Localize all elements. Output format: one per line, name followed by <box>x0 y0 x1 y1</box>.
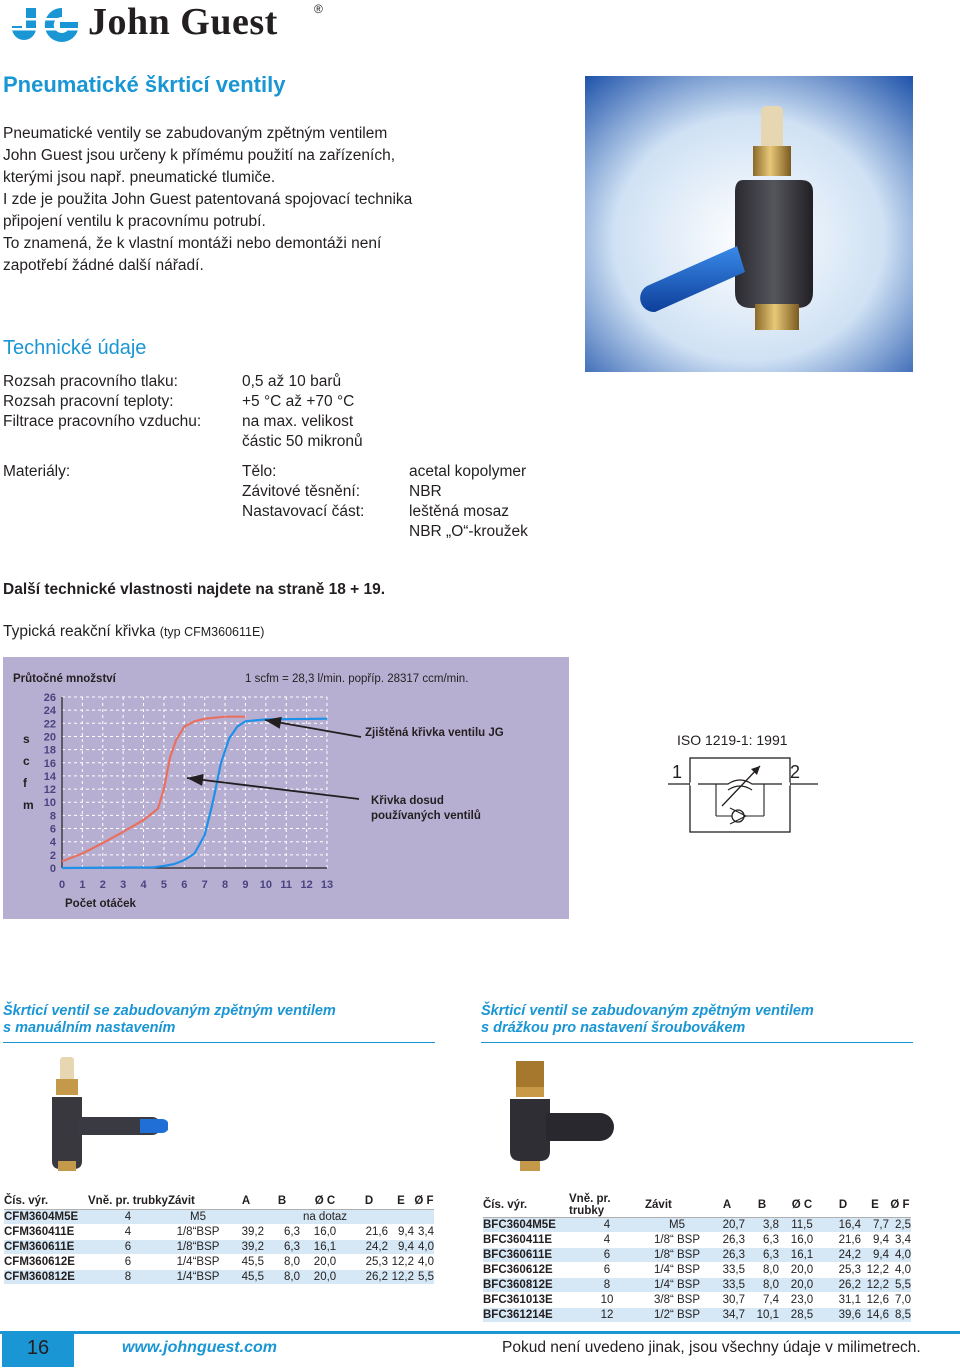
table-cell: 25,3 <box>350 1255 388 1270</box>
table-cell: 28,5 <box>779 1308 825 1323</box>
units-footnote: Pokud není uvedeno jinak, jsou všechny údaje v milimetrech. <box>502 1339 921 1356</box>
material-part: Tělo: <box>242 463 277 480</box>
table-cell: 10 <box>569 1293 645 1308</box>
table-cell: 7,4 <box>745 1293 779 1308</box>
table-cell: 16,0 <box>779 1233 825 1248</box>
y-tick-label: 12 <box>43 784 56 797</box>
iso-label: ISO 1219-1: 1991 <box>677 732 788 748</box>
table-cell: 6,3 <box>745 1233 779 1248</box>
part-number-cell: CFM360411E <box>4 1225 88 1240</box>
x-tick-label: 10 <box>259 879 272 891</box>
table-cell: 5,5 <box>414 1270 434 1285</box>
table-row <box>4 1255 434 1270</box>
y-tick-label: 18 <box>43 744 56 757</box>
table-cell: 11,5 <box>779 1218 825 1233</box>
table-cell <box>264 1210 300 1225</box>
column-header: Ø C <box>779 1193 825 1218</box>
table-header-row <box>483 1193 911 1218</box>
table-cell: 14,6 <box>861 1308 889 1323</box>
column-header: Ø F <box>889 1193 911 1218</box>
table-cell: 16,1 <box>779 1248 825 1263</box>
table-cell: 6 <box>88 1255 168 1270</box>
table-cell: 39,2 <box>228 1225 264 1240</box>
table-cell: 1/8“BSP <box>168 1225 228 1240</box>
table-cell: 21,6 <box>825 1233 861 1248</box>
column-header: B <box>264 1193 300 1210</box>
table-row <box>4 1270 434 1285</box>
intro-line: To znamená, že k vlastní montáži nebo demontáži není <box>3 235 382 252</box>
product-photo-manual <box>48 1055 168 1173</box>
part-number-cell: CFM360611E <box>4 1240 88 1255</box>
section-heading-line: s manuálním nastavením <box>3 1020 176 1036</box>
table-cell <box>414 1210 434 1225</box>
column-header: Závit <box>645 1193 709 1218</box>
table-cell: 26,3 <box>709 1233 745 1248</box>
curve-heading-type: (typ CFM360611E) <box>159 625 265 639</box>
table-cell: 24,2 <box>825 1248 861 1263</box>
y-tick-label: 14 <box>43 770 56 783</box>
table-cell: 4,0 <box>889 1248 911 1263</box>
table-row <box>483 1308 911 1323</box>
table-cell: 45,5 <box>228 1255 264 1270</box>
table-cell: 6,3 <box>745 1248 779 1263</box>
table-cell: 9,4 <box>861 1233 889 1248</box>
page-title: Pneumatické škrticí ventily <box>3 72 286 97</box>
table-cell: 21,6 <box>350 1225 388 1240</box>
table-row <box>483 1263 911 1278</box>
table-cell: 20,7 <box>709 1218 745 1233</box>
table-cell: 6 <box>569 1248 645 1263</box>
table-cell: 8,0 <box>264 1270 300 1285</box>
table-cell: 12,6 <box>861 1293 889 1308</box>
tech-heading: Technické údaje <box>3 337 147 359</box>
part-number-cell: BFC3604M5E <box>483 1218 569 1233</box>
table-row <box>483 1293 911 1308</box>
column-header: E <box>861 1193 889 1218</box>
spec-row <box>3 373 563 393</box>
column-header: D <box>350 1193 388 1210</box>
product-table-manual <box>4 1193 434 1285</box>
table-row <box>483 1233 911 1248</box>
table-cell: 33,5 <box>709 1263 745 1278</box>
annotation-jg-curve: Zjištěná křivka ventilu JG <box>365 727 504 739</box>
iso-port-in: 1 <box>672 762 683 782</box>
part-number-cell: BFC360611E <box>483 1248 569 1263</box>
table-cell: 1/2“ BSP <box>645 1308 709 1323</box>
x-tick-label: 8 <box>222 879 229 891</box>
table-cell: 20,0 <box>779 1263 825 1278</box>
page-number: 16 <box>26 1337 50 1359</box>
x-tick-label: 9 <box>242 879 249 891</box>
x-tick-label: 1 <box>79 879 86 891</box>
iso-symbol <box>668 730 818 840</box>
y-unit-letter: m <box>23 798 34 812</box>
column-header: A <box>709 1193 745 1218</box>
intro-line: I zde je použita John Guest patentovaná spojovací technika <box>3 191 413 208</box>
chart-svg <box>3 657 569 919</box>
annotation-old-curve-line1: Křivka dosud <box>371 795 444 807</box>
table-cell: 6,3 <box>264 1240 300 1255</box>
brand-logo <box>4 2 334 46</box>
table-cell: 9,4 <box>388 1225 414 1240</box>
spec-row <box>3 413 563 433</box>
table-cell: 3,8 <box>745 1218 779 1233</box>
y-tick-label: 26 <box>43 692 56 704</box>
table-cell: 4 <box>569 1218 645 1233</box>
x-tick-label: 6 <box>181 879 188 891</box>
x-tick-label: 3 <box>120 879 127 891</box>
part-number-cell: CFM360812E <box>4 1270 88 1285</box>
table-cell: 8,0 <box>264 1255 300 1270</box>
annotation-arrow-old <box>187 778 359 799</box>
table-row <box>483 1218 911 1233</box>
part-number-cell: CFM360612E <box>4 1255 88 1270</box>
intro-line: kterými jsou např. pneumatické tlumiče. <box>3 169 276 186</box>
table-cell: 26,3 <box>709 1248 745 1263</box>
section-heading-line: Škrticí ventil se zabudovaným zpětným ventilem <box>3 1003 336 1019</box>
table-cell: 12,2 <box>388 1255 414 1270</box>
table-cell: 16,4 <box>825 1218 861 1233</box>
table-cell: 8,5 <box>889 1308 911 1323</box>
table-cell: M5 <box>645 1218 709 1233</box>
column-header: Závit <box>168 1193 228 1210</box>
curve-heading <box>3 623 264 641</box>
intro-line: John Guest jsou určeny k přímému použití na zařízeních, <box>3 147 395 164</box>
y-axis-label: Průtočné množství <box>13 673 116 685</box>
part-number-cell: BFC360411E <box>483 1233 569 1248</box>
table-cell: 4,0 <box>889 1263 911 1278</box>
product-photo-screwdriver <box>508 1057 618 1173</box>
spec-value: 0,5 až 10 barů <box>242 373 342 390</box>
table-cell: 39,6 <box>825 1308 861 1323</box>
table-cell: M5 <box>168 1210 228 1225</box>
y-unit-letter: c <box>23 754 30 768</box>
column-header: E <box>388 1193 414 1210</box>
table-cell: 2,5 <box>889 1218 911 1233</box>
y-tick-label: 6 <box>49 823 56 836</box>
column-header: B <box>745 1193 779 1218</box>
intro-line: Pneumatické ventily se zabudovaným zpětným ventilem <box>3 125 388 142</box>
table-cell: 10,1 <box>745 1308 779 1323</box>
table-cell: 8 <box>569 1278 645 1293</box>
column-header: Čís. výr. <box>4 1193 88 1210</box>
table-cell: 4 <box>88 1210 168 1225</box>
annotation-old-curve-line2: používaných ventilů <box>371 810 481 822</box>
x-tick-label: 7 <box>201 879 208 891</box>
column-header: Vně. pr. trubky <box>569 1193 645 1218</box>
table-cell: 3,4 <box>414 1225 434 1240</box>
table-cell <box>350 1210 388 1225</box>
spec-row <box>3 393 563 413</box>
table-cell: 31,1 <box>825 1293 861 1308</box>
table-cell: 16,1 <box>300 1240 350 1255</box>
part-number-cell: BFC361214E <box>483 1308 569 1323</box>
chart-note: 1 scfm = 28,3 l/min. popříp. 28317 ccm/min. <box>245 673 469 685</box>
table-cell: na dotaz <box>300 1210 350 1225</box>
column-header: Vně. pr. trubky <box>88 1193 168 1210</box>
x-axis-label: Počet otáček <box>65 898 136 910</box>
response-curve-chart <box>3 657 569 919</box>
part-number-cell: BFC360612E <box>483 1263 569 1278</box>
table-cell: 16,0 <box>300 1225 350 1240</box>
table-cell: 1/4“BSP <box>168 1255 228 1270</box>
table-cell: 45,5 <box>228 1270 264 1285</box>
table-cell: 6 <box>88 1240 168 1255</box>
material-value: NBR <box>409 483 442 500</box>
table-cell: 1/8“BSP <box>168 1240 228 1255</box>
table-cell: 26,2 <box>350 1270 388 1285</box>
table-cell <box>228 1210 264 1225</box>
table-cell: 20,0 <box>300 1255 350 1270</box>
table-cell: 3/8“ BSP <box>645 1293 709 1308</box>
spec-value: +5 °C až +70 °C <box>242 393 355 410</box>
table-cell: 7,0 <box>889 1293 911 1308</box>
footer-rule <box>0 1331 960 1334</box>
material-value: leštěná mosaz <box>409 503 509 520</box>
table-cell: 12 <box>569 1308 645 1323</box>
table-cell: 12,2 <box>861 1263 889 1278</box>
x-tick-label: 12 <box>300 879 313 891</box>
table-cell: 4,0 <box>414 1240 434 1255</box>
column-header: Ø C <box>300 1193 350 1210</box>
table-row <box>4 1240 434 1255</box>
y-tick-label: 10 <box>43 797 56 810</box>
more-info-note: Další technické vlastnosti najdete na straně 18 + 19. <box>3 581 386 598</box>
section-heading-line: Škrticí ventil se zabudovaným zpětným ventilem <box>481 1003 814 1019</box>
table-cell: 34,7 <box>709 1308 745 1323</box>
material-value: acetal kopolymer <box>409 463 527 480</box>
table-cell: 1/4“ BSP <box>645 1263 709 1278</box>
table-row <box>483 1248 911 1263</box>
table-cell: 7,7 <box>861 1218 889 1233</box>
jg-logo-mark <box>4 2 80 46</box>
y-tick-label: 0 <box>49 863 56 875</box>
spec-label: Rozsah pracovní teploty: <box>3 393 174 410</box>
table-cell: 4 <box>569 1233 645 1248</box>
column-header: D <box>825 1193 861 1218</box>
materials-list <box>3 463 583 543</box>
materials-label: Materiály: <box>3 463 71 480</box>
table-cell: 9,4 <box>861 1248 889 1263</box>
material-row <box>3 463 583 483</box>
spec-value: na max. velikost <box>242 413 354 430</box>
material-part: Nastavovací část: <box>242 503 365 520</box>
x-tick-label: 5 <box>160 879 167 891</box>
curve-heading-main: Typická reakční křivka <box>3 623 156 640</box>
material-row <box>3 523 583 543</box>
column-header: Ø F <box>414 1193 434 1210</box>
y-tick-label: 8 <box>49 810 56 823</box>
intro-line: připojení ventilu k pracovnímu potrubí. <box>3 213 266 230</box>
x-tick-label: 11 <box>280 879 293 891</box>
column-header: Čís. výr. <box>483 1193 569 1218</box>
table-cell: 1/8“ BSP <box>645 1248 709 1263</box>
y-tick-label: 24 <box>43 705 56 718</box>
table-cell: 5,5 <box>889 1278 911 1293</box>
table-cell: 12,2 <box>861 1278 889 1293</box>
spec-row <box>3 433 563 453</box>
brand-name: John Guest <box>88 1 278 43</box>
spec-label: Rozsah pracovního tlaku: <box>3 373 178 390</box>
table-cell: 39,2 <box>228 1240 264 1255</box>
table-cell: 20,0 <box>300 1270 350 1285</box>
iso-port-out: 2 <box>790 762 801 782</box>
x-tick-label: 13 <box>320 879 334 891</box>
spec-label: Filtrace pracovního vzduchu: <box>3 413 202 430</box>
website-link[interactable]: www.johnguest.com <box>122 1339 277 1356</box>
intro-text <box>3 123 473 277</box>
series-line-1 <box>62 719 327 868</box>
table-cell: 23,0 <box>779 1293 825 1308</box>
product-photo-main <box>585 76 913 372</box>
material-value: NBR „O“-kroužek <box>409 523 528 540</box>
throttle-valve-symbol-icon <box>668 730 818 840</box>
table-cell <box>388 1210 414 1225</box>
part-number-cell: BFC360812E <box>483 1278 569 1293</box>
y-unit-letter: f <box>23 776 27 790</box>
part-number-cell: BFC361013E <box>483 1293 569 1308</box>
y-tick-label: 20 <box>43 731 56 744</box>
table-cell: 20,0 <box>779 1278 825 1293</box>
table-cell: 30,7 <box>709 1293 745 1308</box>
spec-value: částic 50 mikronů <box>242 433 363 450</box>
table-row <box>4 1210 434 1225</box>
y-tick-label: 4 <box>49 836 56 849</box>
table-cell: 8,0 <box>745 1278 779 1293</box>
product-table-screwdriver <box>483 1193 911 1323</box>
table-cell: 33,5 <box>709 1278 745 1293</box>
column-header: A <box>228 1193 264 1210</box>
table-cell: 8,0 <box>745 1263 779 1278</box>
y-tick-label: 2 <box>49 849 56 862</box>
y-tick-label: 22 <box>43 718 56 731</box>
table-cell: 8 <box>88 1270 168 1285</box>
x-tick-label: 2 <box>99 879 106 891</box>
material-row <box>3 503 583 523</box>
table-cell: 1/4“ BSP <box>645 1278 709 1293</box>
section-heading-manual <box>3 1003 435 1043</box>
table-cell: 9,4 <box>388 1240 414 1255</box>
table-cell: 4 <box>88 1225 168 1240</box>
intro-line: zapotřebí žádné další nářadí. <box>3 257 204 274</box>
table-cell: 24,2 <box>350 1240 388 1255</box>
section-heading-screwdriver <box>481 1003 913 1043</box>
part-number-cell: CFM3604M5E <box>4 1210 88 1225</box>
registered-mark: ® <box>314 2 323 16</box>
specs-list <box>3 373 563 453</box>
x-tick-label: 4 <box>140 879 147 891</box>
table-cell: 3,4 <box>889 1233 911 1248</box>
y-unit-letter: s <box>23 732 30 746</box>
table-cell: 6 <box>569 1263 645 1278</box>
y-tick-label: 16 <box>43 757 56 770</box>
table-row <box>483 1278 911 1293</box>
material-row <box>3 483 583 503</box>
table-cell: 1/8“ BSP <box>645 1233 709 1248</box>
table-cell: 25,3 <box>825 1263 861 1278</box>
material-part: Závitové těsnění: <box>242 483 361 500</box>
table-cell: 4,0 <box>414 1255 434 1270</box>
table-cell: 12,2 <box>388 1270 414 1285</box>
table-cell: 6,3 <box>264 1225 300 1240</box>
table-cell: 1/4“BSP <box>168 1270 228 1285</box>
x-tick-label: 0 <box>58 879 66 891</box>
table-row <box>4 1225 434 1240</box>
table-header-row <box>4 1193 434 1210</box>
section-heading-line: s drážkou pro nastavení šroubovákem <box>481 1020 746 1036</box>
table-cell: 26,2 <box>825 1278 861 1293</box>
